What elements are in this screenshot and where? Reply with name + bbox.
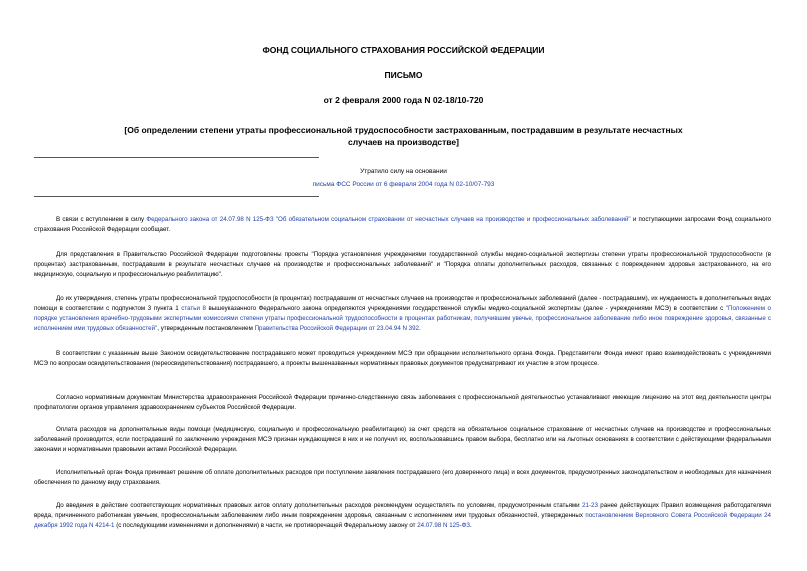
paragraph-8-text-b: ранее действующих Правил возмещения работодателями вреда, причиненного работникам увечьем, профессиональным заболеванием либо иным повреждением здоровья, связанным с исполнением ими трудовых обязанностей, утвержденных bbox=[34, 502, 771, 519]
paragraph-2 bbox=[34, 250, 771, 280]
federal-law-125-link[interactable]: Федерального закона от 24.07.98 N 125-ФЗ "Об обязательном социальном страховании от несчастных случаев на производстве и профессиональных заболеваний" bbox=[146, 216, 631, 223]
paragraph-6 bbox=[34, 425, 771, 455]
paragraph-5 bbox=[34, 393, 771, 413]
paragraph-3-text-b: вышеуказанного Федерального закона определяются учреждениями государственной службы медико-социальной экспертизы (далее - учреждениями МСЭ) в соответствии с bbox=[205, 305, 726, 312]
paragraph-8-text-a: До введения в действие соответствующих нормативных правовых актов оплату дополнительных расходов рекомендуем осуществлять по условиям, предусмотренным статьями bbox=[56, 502, 583, 509]
articles-21-23-link[interactable]: 21-23 bbox=[582, 502, 598, 509]
document-date-number: от 2 февраля 2000 года N 02-18/10-720 bbox=[323, 95, 484, 105]
paragraph-1 bbox=[34, 215, 771, 235]
document-title: [Об определении степени утраты профессиональной трудоспособности застрахованным, пострадавшим в результате несчастных случаев на производстве] bbox=[124, 125, 683, 147]
article-8-link[interactable]: статьи 8 bbox=[181, 305, 206, 312]
federal-law-125-short-link[interactable]: 24.07.98 N 125-ФЗ bbox=[417, 522, 471, 529]
paragraph-8-text-c: (с последующими изменениями и дополнениями) в части, не противоречащей Федеральному закону от bbox=[114, 522, 418, 529]
divider-top bbox=[34, 157, 319, 158]
paragraph-3-text-a: До их утверждения, степень утраты профессиональной трудоспособности (в процентах) пострадавшим от несчастных случаев на производстве и профессиональных заболеваний (далее - пострадавшим), их нуждаемость в дополнительных видах помощи в соответствии с подпунктом 3 пункта 1 bbox=[34, 295, 771, 312]
paragraph-8-text-d: . bbox=[470, 522, 472, 529]
divider-bottom bbox=[34, 196, 319, 197]
paragraph-1-text-a: В связи с вступлением в силу bbox=[56, 216, 147, 223]
regulation-link[interactable]: "Положением о порядке установления врачебно-трудовыми экспертными комиссиями степени утраты профессиональной трудоспособности в процентах работникам, получившим увечье, профессиональное заболевание либо иное повреждение здоровья, связанные с исполнением ими трудовых обязанностей" bbox=[34, 305, 771, 332]
paragraph-8 bbox=[34, 501, 771, 531]
paragraph-3-text-c: , утвержденным постановлением bbox=[157, 325, 255, 332]
paragraph-7 bbox=[34, 468, 771, 488]
paragraph-3 bbox=[34, 294, 771, 334]
status-text: Утратило силу на основании bbox=[360, 168, 447, 175]
organization-name: ФОНД СОЦИАЛЬНОГО СТРАХОВАНИЯ РОССИЙСКОЙ ФЕДЕРАЦИИ bbox=[262, 45, 545, 55]
status-link-wrapper bbox=[160, 179, 647, 191]
document-type: ПИСЬМО bbox=[384, 70, 423, 80]
paragraph-2-text: Для представления в Правительство Российской Федерации подготовлены проекты "Порядка установления учреждениями государственной службы медико-социальной экспертизы степени утраты профессиональной трудоспособности (в процентах) застрахованным, пострадавшим в результате несчастных случаев на производстве и профессиональных заболеваний" и "Порядка оплаты дополнительных расходов, связанных с повреждением здоровья застрахованного, на его медицинскую, социальную и профессиональную реабилитацию". bbox=[34, 251, 771, 278]
paragraph-5-text: Согласно нормативным документам Министерства здравоохранения Российской Федерации причинно-следственную связь заболевания с профессиональной деятельностью устанавливают имеющие лицензию на этот вид деятельности центры профпатологии органов управления здравоохранением субъектов Российской Федерации. bbox=[34, 394, 771, 411]
supreme-council-resolution-link[interactable]: постановлением Верховного Совета Российской Федерации 24 декабря 1992 года N 4214-1 bbox=[34, 512, 772, 529]
paragraph-6-text: Оплата расходов на дополнительные виды помощи (медицинскую, социальную и профессиональную реабилитацию) за счет средств на обязательное социальное страхование от несчастных случаев на производстве и профессиональных заболеваний производится, если пострадавший по заключению учреждения МСЭ признан нуждающимся в них и не получил их, воспользовавшись правом выбора, бесплатно или на льготных основаниях в соответствии с действующими федеральными законами и нормативными правовыми актами Российской Федерации. bbox=[34, 426, 771, 453]
paragraph-1-text-b: и поступающими запросами Фонд социального страхования Российской Федерации сообщает. bbox=[34, 216, 772, 233]
paragraph-3-text-d: . bbox=[419, 325, 421, 332]
paragraph-4 bbox=[34, 349, 771, 369]
government-resolution-392-link[interactable]: Правительства Российской Федерации от 23.04.94 N 392 bbox=[254, 325, 419, 332]
repeal-document-link[interactable]: письма ФСС России от 6 февраля 2004 года N 02-10/07-793 bbox=[312, 181, 495, 188]
paragraph-7-text: Исполнительный орган Фонда принимает решение об оплате дополнительных расходов при поступлении заявления пострадавшего (его доверенного лица) и всех документов, предусмотренных законодательством и необходимых для назначения обеспечения по данному виду страхования. bbox=[34, 469, 771, 486]
paragraph-4-text: В соответствии с указанным выше Законом освидетельствование пострадавшего может проводиться учреждением МСЭ при обращении исполнительного органа Фонда. Представители Фонда имеют право взаимодействовать с учреждениями МСЭ по вопросам освидетельствования (переосвидетельствования) пострадавшего, а проекты вышеназванных нормативных правовых документов предусматривают их участие в этом процессе. bbox=[34, 350, 771, 367]
